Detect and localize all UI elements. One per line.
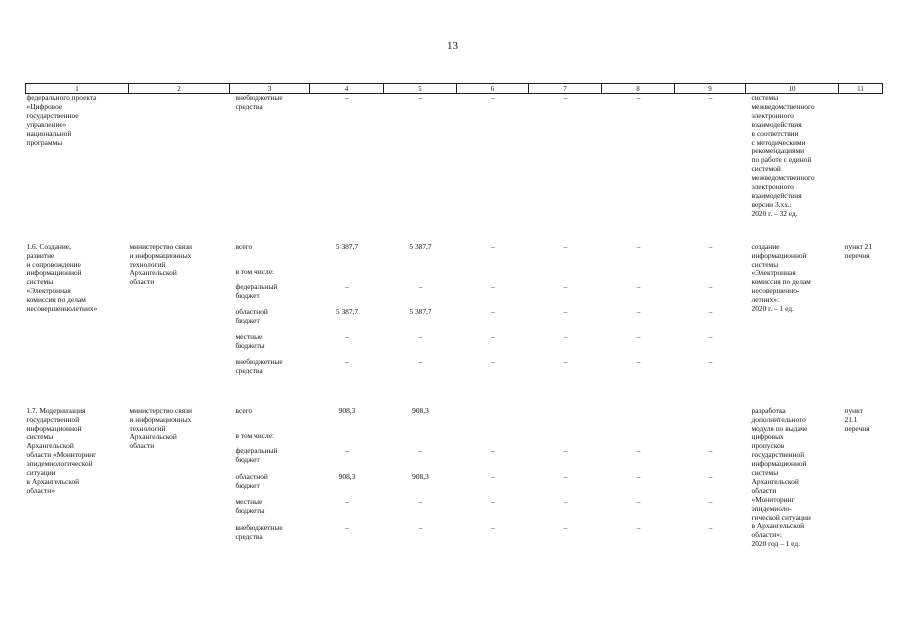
amount-cell: – bbox=[418, 93, 423, 102]
amount-cell: – bbox=[563, 446, 568, 456]
funding-source bbox=[230, 94, 310, 219]
amount-cell: – bbox=[636, 356, 641, 366]
funding-source bbox=[230, 268, 310, 283]
amount-cell bbox=[457, 432, 529, 447]
amount-cell bbox=[529, 432, 602, 447]
page-number: 13 bbox=[447, 40, 458, 52]
responsible-executor-line: министерство связи bbox=[129, 241, 192, 251]
activity-name-line: области» bbox=[26, 485, 55, 495]
funding-source-line: местные bbox=[235, 331, 263, 341]
funding-source-line: бюджет bbox=[235, 315, 260, 325]
expected-result bbox=[746, 407, 839, 550]
amount-cell: – bbox=[345, 281, 349, 291]
funding-source-line: областной bbox=[235, 471, 268, 481]
expected-result-line: гической ситуации bbox=[751, 512, 811, 522]
expected-result-line: цифровых bbox=[751, 432, 784, 442]
expected-result-line: рекомендациями bbox=[751, 146, 805, 156]
responsible-executor-line: и информационных bbox=[129, 250, 192, 260]
amount-cell: – bbox=[491, 331, 495, 341]
activity-name-line: комиссия по делам bbox=[26, 295, 86, 305]
amount-cell: – bbox=[708, 306, 713, 316]
funding-source bbox=[230, 524, 310, 549]
column-number-row bbox=[26, 84, 883, 94]
funding-source-line: средства bbox=[235, 365, 263, 375]
amount-cell: – bbox=[345, 331, 349, 341]
amount-cell: – bbox=[708, 356, 713, 366]
amount-cell: – bbox=[418, 281, 423, 291]
funding-source bbox=[230, 447, 310, 472]
amount-cell: – bbox=[418, 497, 423, 507]
amount-cell: – bbox=[636, 522, 641, 532]
expected-result-line: 2020 год – 1 ед. bbox=[751, 539, 800, 549]
amount-cell: – bbox=[708, 522, 713, 532]
funding-source bbox=[230, 407, 310, 432]
amount-cell: 5 387,7 bbox=[409, 306, 432, 316]
funding-source bbox=[230, 498, 310, 523]
expected-result-line: эпидемиоло- bbox=[751, 503, 792, 513]
activity-name bbox=[26, 94, 129, 219]
activity-name-line: государственное bbox=[26, 110, 79, 120]
expected-result-line: с методическими bbox=[751, 137, 806, 147]
activity-name-line: развитие bbox=[26, 250, 55, 260]
amount-cell: – bbox=[345, 356, 349, 366]
funding-source bbox=[230, 333, 310, 358]
activity-name-line: управление» bbox=[26, 119, 67, 129]
amount-cell: – bbox=[491, 281, 495, 291]
amount-cell: – bbox=[708, 471, 713, 481]
expected-result-line: пропусков bbox=[751, 441, 785, 451]
amount-cell bbox=[602, 268, 675, 283]
amount-cell: – bbox=[708, 281, 713, 291]
responsible-executor-line: области bbox=[129, 277, 155, 287]
amount-cell: 5 387,7 bbox=[335, 306, 359, 316]
amount-cell: – bbox=[563, 497, 568, 507]
expected-result bbox=[746, 243, 839, 383]
expected-result-line: комиссия по делам bbox=[751, 277, 811, 287]
amount-cell: – bbox=[418, 522, 423, 532]
amount-cell bbox=[310, 432, 384, 447]
amount-cell bbox=[675, 268, 746, 283]
activity-name-line: эпидемиологической bbox=[26, 459, 93, 469]
amount-cell: 908,3 bbox=[412, 471, 429, 481]
amount-cell: – bbox=[418, 331, 423, 341]
expected-result-line: взаимодействия bbox=[751, 119, 802, 129]
expected-result-line: информационной bbox=[751, 250, 807, 260]
amount-cell: 908,3 bbox=[338, 471, 356, 481]
column-header: 2 bbox=[129, 84, 230, 94]
expected-result-line: по работе с единой bbox=[751, 155, 812, 165]
funding-source-line: местные bbox=[235, 497, 263, 507]
amount-cell bbox=[457, 407, 529, 432]
column-header: 4 bbox=[310, 84, 384, 94]
expected-result-line: межведомственного bbox=[751, 173, 815, 183]
list-reference bbox=[839, 94, 883, 219]
amount-cell: – bbox=[636, 281, 641, 291]
column-header: 3 bbox=[230, 84, 310, 94]
expected-result-line: межведомственного bbox=[751, 101, 815, 111]
activity-name-line: программы bbox=[26, 137, 63, 147]
amount-cell bbox=[602, 407, 675, 432]
column-header: 9 bbox=[675, 84, 746, 94]
expected-result-line: «Мониторинг bbox=[751, 494, 795, 504]
separator-cell bbox=[26, 383, 883, 407]
funding-source-line: федеральный bbox=[235, 281, 278, 291]
activity-name-line: системы bbox=[26, 432, 54, 442]
responsible-executor bbox=[129, 407, 230, 550]
activity-name-line: «Цифровое bbox=[26, 101, 63, 111]
expected-result-line: электронного bbox=[751, 182, 794, 192]
responsible-executor-line: области bbox=[129, 441, 155, 451]
funding-source bbox=[230, 358, 310, 383]
funding-source-line: бюджеты bbox=[235, 340, 265, 350]
column-header: 6 bbox=[457, 84, 529, 94]
funding-source-line: средства bbox=[235, 101, 263, 111]
responsible-executor bbox=[129, 243, 230, 383]
responsible-executor bbox=[129, 94, 230, 219]
amount-cell: – bbox=[708, 446, 713, 456]
amount-cell: – bbox=[491, 446, 495, 456]
row-separator bbox=[26, 383, 883, 407]
expected-result-line: информационной bbox=[751, 459, 807, 469]
amount-cell: – bbox=[636, 497, 641, 507]
amount-cell: – bbox=[491, 356, 495, 366]
activity-name-line: Архангельской bbox=[26, 441, 74, 451]
expected-result-line: электронного bbox=[751, 110, 794, 120]
responsible-executor-line: и информационных bbox=[129, 414, 192, 424]
amount-cell bbox=[384, 432, 457, 447]
column-header: 1 bbox=[26, 84, 129, 94]
activity-name bbox=[26, 243, 129, 383]
program-activities-table bbox=[25, 83, 882, 549]
expected-result-line: области bbox=[751, 485, 777, 495]
expected-result-line: системы bbox=[751, 259, 779, 269]
amount-cell: – bbox=[563, 93, 568, 102]
list-reference-line: перечня bbox=[844, 250, 870, 260]
list-reference-line: пункт 21 bbox=[844, 241, 873, 251]
amount-cell: – bbox=[563, 306, 568, 316]
list-reference-line: 21.1 bbox=[844, 414, 858, 424]
amount-cell bbox=[384, 268, 457, 283]
amount-cell: – bbox=[418, 446, 423, 456]
funding-source bbox=[230, 283, 310, 308]
column-header: 7 bbox=[529, 84, 602, 94]
activity-name-line: «Электронная bbox=[26, 286, 71, 296]
amount-cell: – bbox=[491, 306, 495, 316]
funding-source-line: внебюджетные bbox=[235, 522, 283, 532]
funding-row bbox=[26, 94, 883, 219]
separator-cell bbox=[26, 219, 883, 243]
amount-cell: – bbox=[708, 93, 713, 102]
funding-source-line: внебюджетные bbox=[235, 93, 283, 102]
amount-cell: – bbox=[563, 522, 568, 532]
expected-result-line: области»: bbox=[751, 530, 782, 540]
amount-cell: – bbox=[636, 331, 641, 341]
expected-result-line: летних»: bbox=[751, 295, 780, 305]
amount-cell: – bbox=[345, 446, 349, 456]
activity-name bbox=[26, 407, 129, 550]
amount-cell: – bbox=[708, 241, 713, 251]
activity-name-line: информационной bbox=[26, 423, 82, 433]
amount-cell: 908,3 bbox=[338, 405, 356, 415]
expected-result-line: разработка bbox=[751, 405, 786, 415]
expected-result-line: «Электронная bbox=[751, 268, 796, 278]
activity-name-line: в Архангельской bbox=[26, 476, 80, 486]
expected-result-line: 2020 г. – 1 ед. bbox=[751, 304, 794, 314]
expected-result-line: системы bbox=[751, 93, 779, 102]
amount-cell: 5 387,7 bbox=[335, 241, 359, 251]
amount-cell bbox=[529, 407, 602, 432]
activity-name-line: и сопровождение bbox=[26, 259, 81, 269]
activity-name-line: 1.7. Модернизация bbox=[26, 405, 86, 415]
amount-cell bbox=[457, 268, 529, 283]
amount-cell: – bbox=[708, 497, 713, 507]
expected-result-line: системы bbox=[751, 468, 779, 478]
funding-source-line: областной bbox=[235, 306, 268, 316]
expected-result-line: системой bbox=[751, 164, 781, 174]
amount-cell: – bbox=[708, 331, 713, 341]
funding-source-line: бюджет bbox=[235, 455, 260, 465]
amount-cell: – bbox=[563, 241, 568, 251]
funding-source-line: бюджет bbox=[235, 290, 260, 300]
column-header: 11 bbox=[839, 84, 883, 94]
amount-cell: – bbox=[563, 356, 568, 366]
activity-name-line: федерального проекта bbox=[26, 93, 97, 102]
amount-cell: – bbox=[491, 497, 495, 507]
expected-result-line: версии 3.хх.: bbox=[751, 199, 792, 209]
expected-result-line: в соответствии bbox=[751, 128, 799, 138]
responsible-executor-line: технологий bbox=[129, 259, 166, 269]
column-header: 10 bbox=[746, 84, 839, 94]
list-reference-line: перечня bbox=[844, 423, 870, 433]
amount-cell: – bbox=[563, 471, 568, 481]
activity-name-line: информационной bbox=[26, 268, 82, 278]
funding-row bbox=[26, 407, 883, 432]
funding-source-line: внебюджетные bbox=[235, 356, 283, 366]
expected-result-line: создание bbox=[751, 241, 780, 251]
amount-cell: 5 387,7 bbox=[409, 241, 432, 251]
column-header: 5 bbox=[384, 84, 457, 94]
amount-cell: – bbox=[636, 446, 641, 456]
amount-cell: – bbox=[491, 93, 495, 102]
expected-result-line: дополнительного bbox=[751, 414, 806, 424]
amount-cell bbox=[602, 432, 675, 447]
responsible-executor-line: Архангельской bbox=[129, 432, 177, 442]
funding-source-line: в том числе: bbox=[235, 431, 275, 441]
funding-source-line: всего bbox=[235, 241, 253, 251]
amount-cell bbox=[310, 268, 384, 283]
amount-cell bbox=[675, 407, 746, 432]
amount-cell: – bbox=[636, 93, 641, 102]
column-header: 8 bbox=[602, 84, 675, 94]
activity-name-line: области «Мониторинг bbox=[26, 450, 97, 460]
amount-cell: – bbox=[491, 241, 495, 251]
amount-cell bbox=[675, 432, 746, 447]
amount-cell: – bbox=[636, 241, 641, 251]
amount-cell: – bbox=[345, 497, 349, 507]
list-reference bbox=[839, 243, 883, 383]
expected-result-line: Архангельской bbox=[751, 476, 799, 486]
list-reference bbox=[839, 407, 883, 550]
expected-result-line: взаимодействия bbox=[751, 190, 802, 200]
funding-source-line: бюджеты bbox=[235, 506, 265, 516]
amount-cell bbox=[529, 268, 602, 283]
list-reference-line: пункт bbox=[844, 405, 863, 415]
amount-cell: – bbox=[345, 522, 349, 532]
funding-source-line: бюджет bbox=[235, 480, 260, 490]
activity-name-line: 1.6. Создание, bbox=[26, 241, 71, 251]
expected-result-line: в Архангельской bbox=[751, 521, 805, 531]
amount-cell: – bbox=[345, 93, 349, 102]
amount-cell: – bbox=[418, 356, 423, 366]
row-separator bbox=[26, 219, 883, 243]
expected-result bbox=[746, 94, 839, 219]
activity-name-line: национальной bbox=[26, 128, 72, 138]
amount-cell: – bbox=[636, 306, 641, 316]
amount-cell: – bbox=[636, 471, 641, 481]
funding-source bbox=[230, 243, 310, 268]
funding-source bbox=[230, 432, 310, 447]
amount-cell: – bbox=[563, 331, 568, 341]
funding-source bbox=[230, 308, 310, 333]
funding-source-line: средства bbox=[235, 531, 263, 541]
funding-source bbox=[230, 473, 310, 498]
funding-source-line: всего bbox=[235, 405, 253, 415]
activity-name-line: несовершеннолетних» bbox=[26, 304, 98, 314]
amount-cell: 908,3 bbox=[412, 405, 429, 415]
amount-cell: – bbox=[563, 281, 568, 291]
responsible-executor-line: технологий bbox=[129, 423, 166, 433]
responsible-executor-line: министерство связи bbox=[129, 405, 192, 415]
expected-result-line: 2020 г. – 32 ед. bbox=[751, 208, 798, 218]
amount-cell: – bbox=[491, 522, 495, 532]
funding-source-line: федеральный bbox=[235, 446, 278, 456]
funding-source-line: в том числе: bbox=[235, 266, 275, 276]
activity-name-line: ситуации bbox=[26, 468, 56, 478]
expected-result-line: несовершенно- bbox=[751, 286, 800, 296]
activity-name-line: государственной bbox=[26, 414, 80, 424]
activity-name-line: системы bbox=[26, 277, 54, 287]
expected-result-line: модуля по выдаче bbox=[751, 423, 808, 433]
funding-row bbox=[26, 243, 883, 268]
expected-result-line: государственной bbox=[751, 450, 805, 460]
responsible-executor-line: Архангельской bbox=[129, 268, 177, 278]
amount-cell: – bbox=[491, 471, 495, 481]
